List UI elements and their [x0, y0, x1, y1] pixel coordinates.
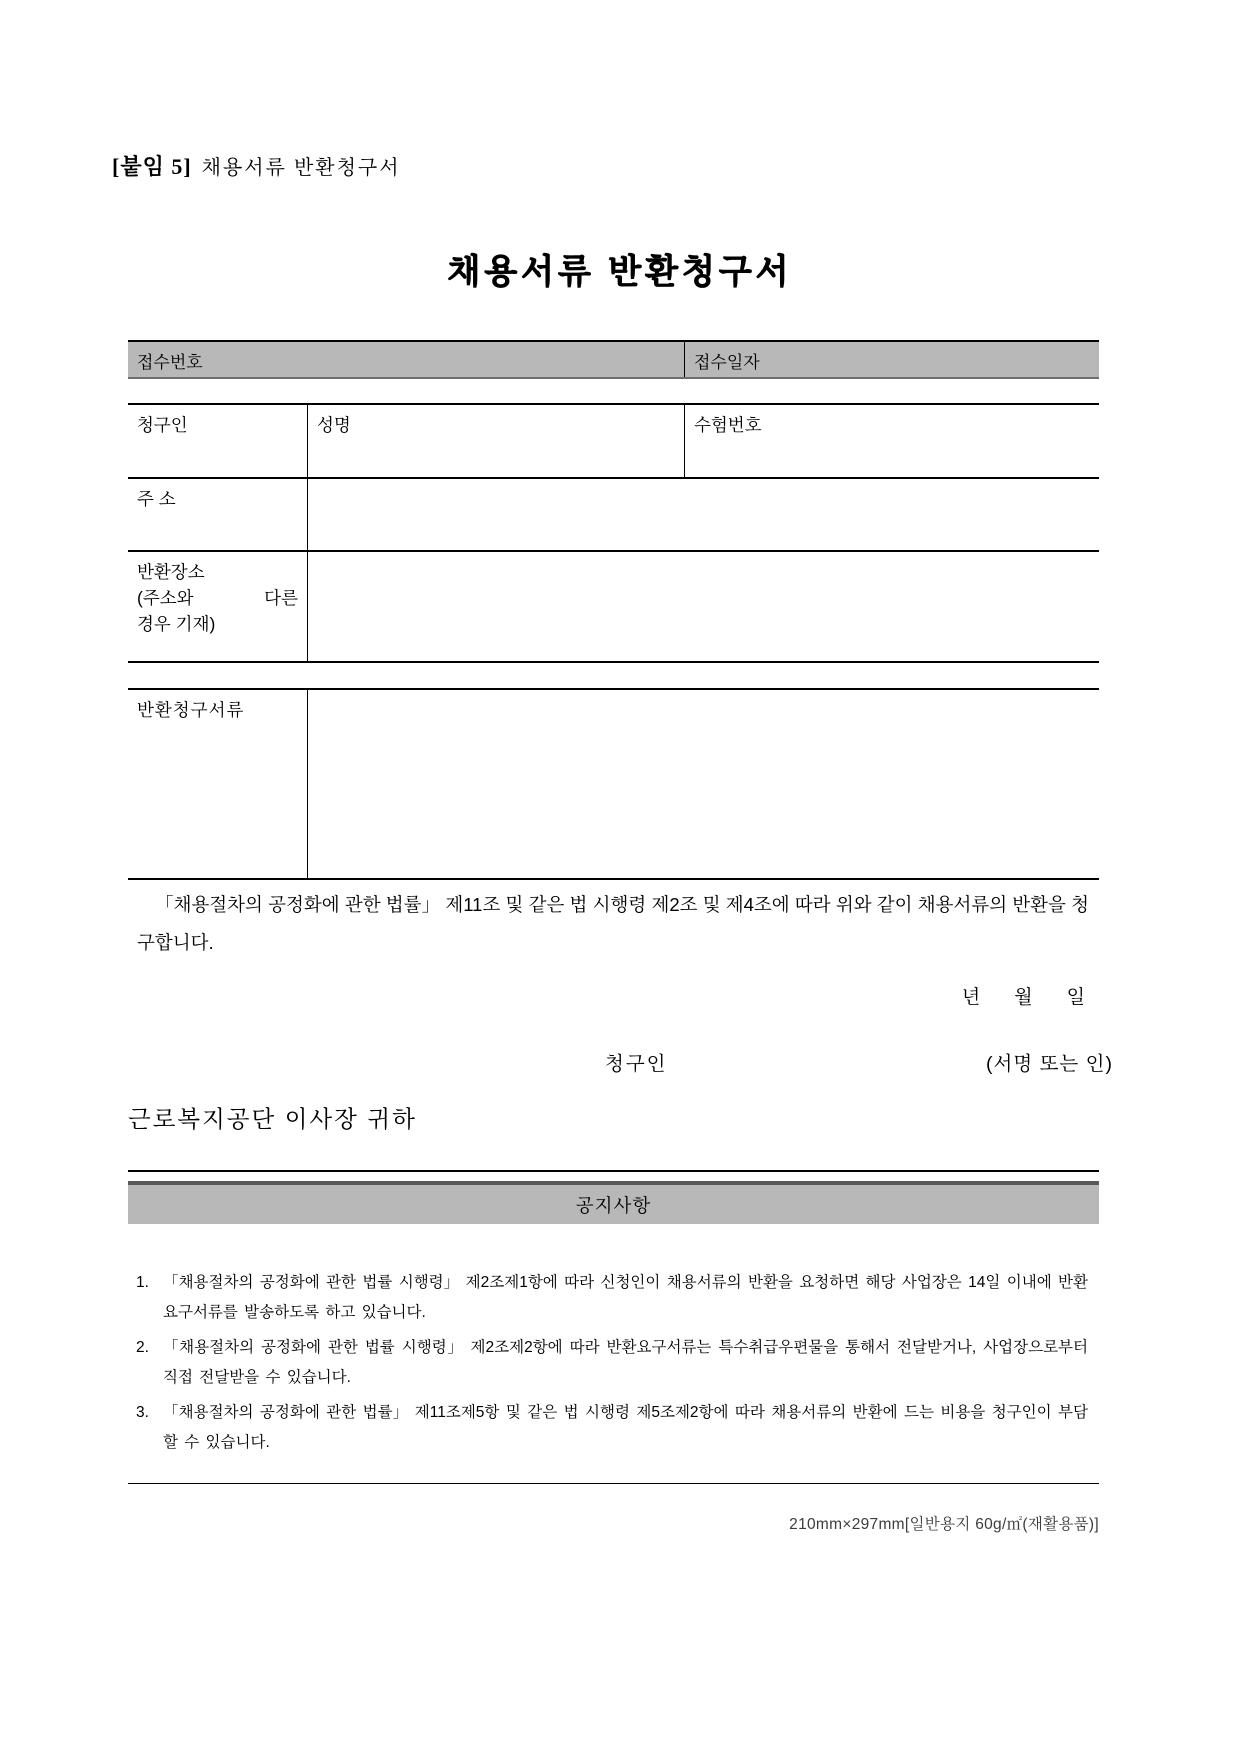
exam-number-label: 수험번호: [694, 415, 762, 435]
day-label: 일: [1066, 987, 1085, 1008]
notice-item: [136, 1398, 1088, 1458]
return-place-label-line2: (주소와 다른: [137, 588, 298, 608]
attachment-heading: [112, 150, 401, 181]
claimant-table: [128, 403, 1099, 663]
signature-note: (서명 또는 인): [985, 1053, 1113, 1075]
notice-item-number: 3.: [136, 1404, 149, 1421]
return-place-label-line1: 반환장소: [137, 562, 205, 582]
notice-item: [136, 1268, 1088, 1328]
attachment-title: 채용서류 반환청구서: [201, 157, 401, 179]
return-place-value: [308, 552, 1099, 661]
year-label: 년: [961, 987, 981, 1008]
form-title: 채용서류 반환청구서: [447, 253, 793, 291]
attachment-tag: [붙임 5]: [112, 154, 192, 179]
notice-bar: [128, 1181, 1099, 1224]
return-place-row: [128, 552, 1099, 663]
notice-item-text: 「채용절차의 공정화에 관한 법률」 제11조제5항 및 같은 법 시행령 제5조제2항에 따라 채용서류의 반환에 드는 비용을 청구인이 부담할 수 있습니다.: [163, 1404, 1088, 1451]
receipt-date-label: 접수일자: [694, 353, 760, 372]
return-documents-label: 반환청구서류: [128, 690, 308, 878]
claimant-label: 청구인: [128, 405, 308, 477]
receipt-header-row: [128, 340, 1099, 379]
claimant-row: [128, 405, 1099, 479]
return-place-label: [128, 552, 308, 661]
notice-item-text: 「채용절차의 공정화에 관한 법률 시행령」 제2조제2항에 따라 반환요구서류는 특수취급우편물을 통해서 전달받거나, 사업장으로부터 직접 전달받을 수 있습니다.: [163, 1339, 1088, 1386]
recipient-line: 근로복지공단 이사장 귀하: [128, 1106, 417, 1132]
notice-item-number: 1.: [136, 1274, 149, 1291]
return-documents-table: [128, 688, 1099, 880]
exam-number-cell: [685, 405, 1099, 477]
bottom-rule: [128, 1483, 1099, 1484]
divider-rule: [128, 1170, 1099, 1172]
notice-item-text: 「채용절차의 공정화에 관한 법률 시행령」 제2조제1항에 따라 신청인이 채용서류의 반환을 요청하면 해당 사업장은 14일 이내에 반환요구서류를 발송하도록 하고 있습니다.: [163, 1274, 1088, 1321]
address-value: [308, 479, 1099, 550]
return-documents-value: [308, 690, 1099, 878]
name-cell: [308, 405, 685, 477]
notice-item: [136, 1333, 1088, 1393]
declaration-paragraph: 「채용절차의 공정화에 관한 법률」 제11조 및 같은 법 시행령 제2조 및 제4조에 따라 위와 같이 채용서류의 반환을 청구합니다.: [137, 894, 1089, 953]
receipt-number-label: 접수번호: [137, 353, 203, 372]
notice-list: [136, 1268, 1088, 1463]
name-label: 성명: [317, 415, 351, 435]
notice-title: 공지사항: [575, 1194, 652, 1216]
paper-spec-footer: 210mm×297mm[일반용지 60g/㎡(재활용품)]: [789, 1516, 1099, 1533]
notice-item-number: 2.: [136, 1339, 149, 1356]
signature-line: [128, 1048, 1113, 1074]
month-label: 월: [1014, 987, 1033, 1008]
receipt-number-cell: [128, 342, 685, 377]
signature-claimant-label: 청구인: [605, 1053, 668, 1075]
address-row: [128, 479, 1099, 552]
return-place-label-line3: 경우 기재): [137, 614, 216, 634]
date-line: [128, 982, 1099, 1009]
receipt-date-cell: [685, 342, 1099, 377]
address-label: 주 소: [128, 479, 308, 550]
